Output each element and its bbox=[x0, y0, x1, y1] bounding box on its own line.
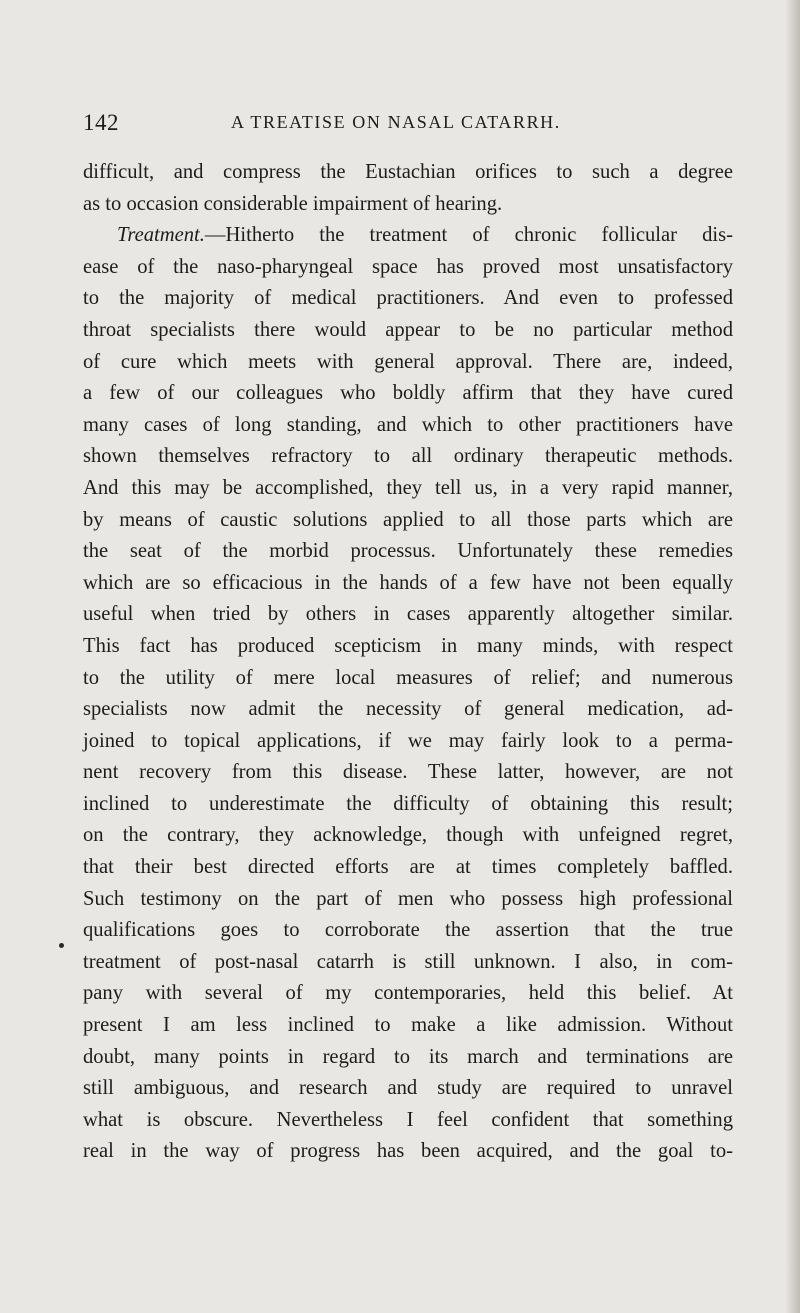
text-line: nent recovery from this disease. These latter, however, are not bbox=[83, 761, 733, 784]
text-line-rest: —Hitherto the treatment of chronic follicular dis- bbox=[204, 224, 733, 247]
text-line: many cases of long standing, and which to other practitioners have bbox=[83, 413, 733, 436]
text-line: on the contrary, they acknowledge, though with unfeigned regret, bbox=[83, 824, 733, 847]
text-line: This fact has produced scepticism in many minds, with respect bbox=[83, 634, 733, 657]
text-line: what is obscure. Nevertheless I feel confident that something bbox=[83, 1108, 733, 1131]
text-line: And this may be accomplished, they tell us, in a very rapid manner, bbox=[83, 476, 733, 499]
text-line: qualifications goes to corroborate the assertion that the true bbox=[83, 919, 733, 942]
text-line: inclined to underestimate the difficulty of obtaining this result; bbox=[83, 792, 733, 815]
running-head bbox=[83, 110, 733, 140]
margin-dot-mark bbox=[59, 943, 64, 948]
running-title: A TREATISE ON NASAL CATARRH. bbox=[231, 112, 561, 132]
text-line: difficult, and compress the Eustachian orifices to such a degree bbox=[83, 161, 733, 183]
text-line: joined to topical applications, if we may fairly look to a perma- bbox=[83, 729, 733, 752]
treatment-lead-in: Treatment. bbox=[117, 224, 205, 247]
text-line: as to occasion considerable impairment of hearing. bbox=[83, 192, 503, 215]
text-line: to the utility of mere local measures of relief; and numerous bbox=[83, 666, 733, 689]
text-line: real in the way of progress has been acquired, and the goal to- bbox=[83, 1140, 733, 1163]
text-line: throat specialists there would appear to be no particular method bbox=[83, 318, 733, 341]
text-line: pany with several of my contemporaries, held this belief. At bbox=[83, 982, 733, 1005]
text-line: which are so efficacious in the hands of a few have not been equally bbox=[83, 571, 733, 594]
text-line: treatment of post-nasal catarrh is still unknown. I also, in com- bbox=[83, 950, 733, 973]
text-line: of cure which meets with general approval. There are, indeed, bbox=[83, 350, 733, 373]
text-line: the seat of the morbid processus. Unfortunately these remedies bbox=[83, 540, 733, 563]
text-line: that their best directed efforts are at times completely baffled. bbox=[83, 856, 733, 879]
text-line: still ambiguous, and research and study are required to unravel bbox=[83, 1077, 733, 1100]
text-line: by means of caustic solutions applied to all those parts which are bbox=[83, 508, 733, 531]
text-line: shown themselves refractory to all ordinary therapeutic methods. bbox=[83, 445, 733, 468]
text-line: a few of our colleagues who boldly affirm that they have cured bbox=[83, 382, 733, 405]
text-line: present I am less inclined to make a like admission. Without bbox=[83, 1014, 733, 1037]
text-line-treatment bbox=[83, 220, 733, 252]
text-line: to the majority of medical practitioners. And even to professed bbox=[83, 287, 733, 310]
text-line: doubt, many points in regard to its march and terminations are bbox=[83, 1045, 733, 1068]
page-edge-shadow bbox=[786, 0, 800, 1313]
text-line: specialists now admit the necessity of general medication, ad- bbox=[83, 698, 733, 721]
text-line: ease of the naso-pharyngeal space has proved most unsatisfactory bbox=[83, 255, 733, 278]
text-line: Such testimony on the part of men who possess high professional bbox=[83, 887, 733, 910]
text-line: useful when tried by others in cases apparently altogether similar. bbox=[83, 603, 733, 626]
body-text bbox=[83, 157, 733, 1168]
page-number: 142 bbox=[83, 110, 119, 135]
